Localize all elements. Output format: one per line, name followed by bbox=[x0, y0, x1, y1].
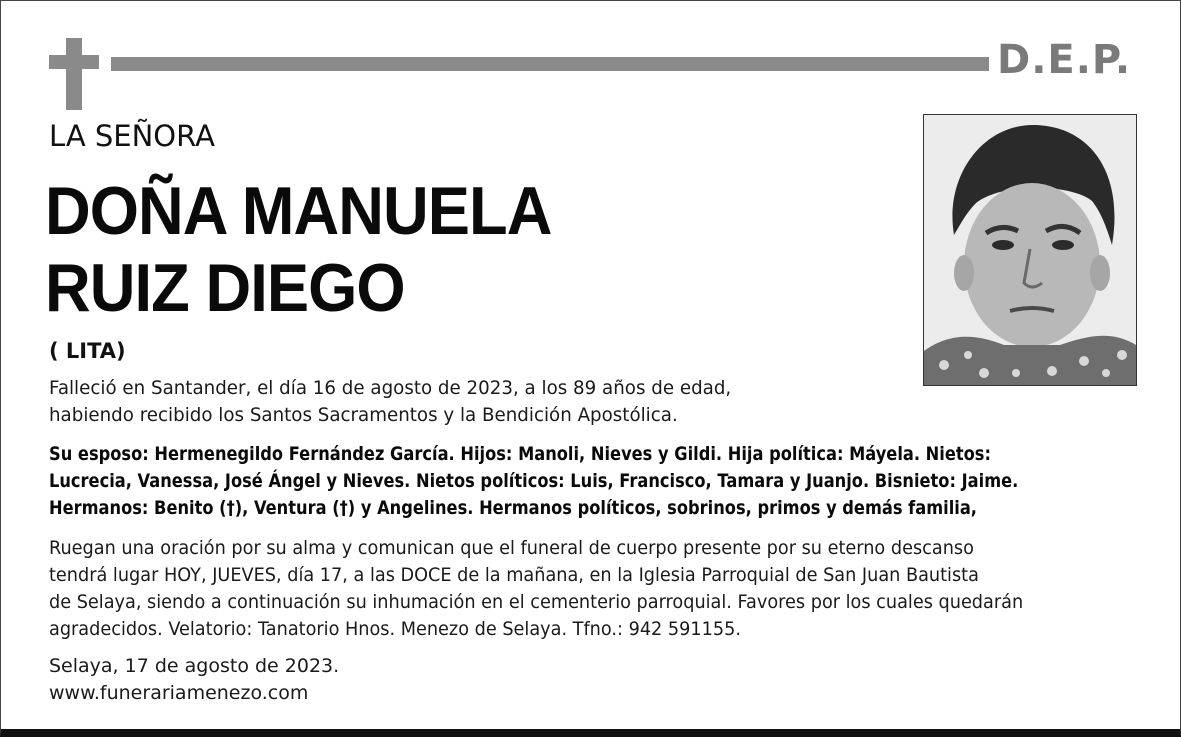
text-line: habiendo recibido los Santos Sacramentos y la Bendición Apostólica. bbox=[49, 404, 678, 426]
funeral-paragraph bbox=[49, 535, 1023, 643]
text-line: Falleció en Santander, el día 16 de agosto de 2023, a los 89 años de edad, bbox=[49, 377, 732, 399]
family-paragraph bbox=[49, 441, 1018, 522]
cross-icon bbox=[49, 38, 99, 110]
deceased-nickname: ( LITA) bbox=[49, 339, 126, 363]
title-prefix: LA SEÑORA bbox=[49, 119, 215, 153]
text-line: Hermanos: Benito (†), Ventura (†) y Angelines. Hermanos políticos, sobrinos, primos y demás familia, bbox=[49, 497, 977, 519]
text-line: agradecidos. Velatorio: Tanatorio Hnos. Menezo de Selaya. Tfno.: 942 591155. bbox=[49, 618, 741, 640]
deceased-name-line2: RUIZ DIEGO bbox=[45, 250, 405, 326]
death-paragraph bbox=[49, 375, 731, 429]
text-line: Ruegan una oración por su alma y comunican que el funeral de cuerpo presente por su eterno descanso bbox=[49, 537, 974, 559]
text-line: Su esposo: Hermenegildo Fernández García. Hijos: Manoli, Nieves y Gildi. Hija política: Máyela. Nietos: bbox=[49, 443, 991, 465]
text-line: tendrá lugar HOY, JUEVES, día 17, a las DOCE de la mañana, en la Iglesia Parroquial de San Juan Bautista bbox=[49, 564, 979, 586]
portrait-photo bbox=[923, 114, 1137, 386]
text-line: de Selaya, siendo a continuación su inhumación en el cementerio parroquial. Favores por los cuales quedarán bbox=[49, 591, 1024, 613]
place-date: Selaya, 17 de agosto de 2023. bbox=[49, 655, 340, 677]
text-line: Lucrecia, Vanessa, José Ángel y Nieves. Nietos políticos: Luis, Francisco, Tamara y Juanjo. Bisnieto: Jaime. bbox=[49, 470, 1019, 492]
dep-label: D.E.P. bbox=[997, 37, 1132, 83]
website-link[interactable]: www.funerariamenezo.com bbox=[49, 682, 309, 704]
deceased-name-line1: DOÑA MANUELA bbox=[45, 173, 552, 249]
footer-paragraph bbox=[49, 653, 339, 707]
header-rule bbox=[111, 57, 989, 71]
